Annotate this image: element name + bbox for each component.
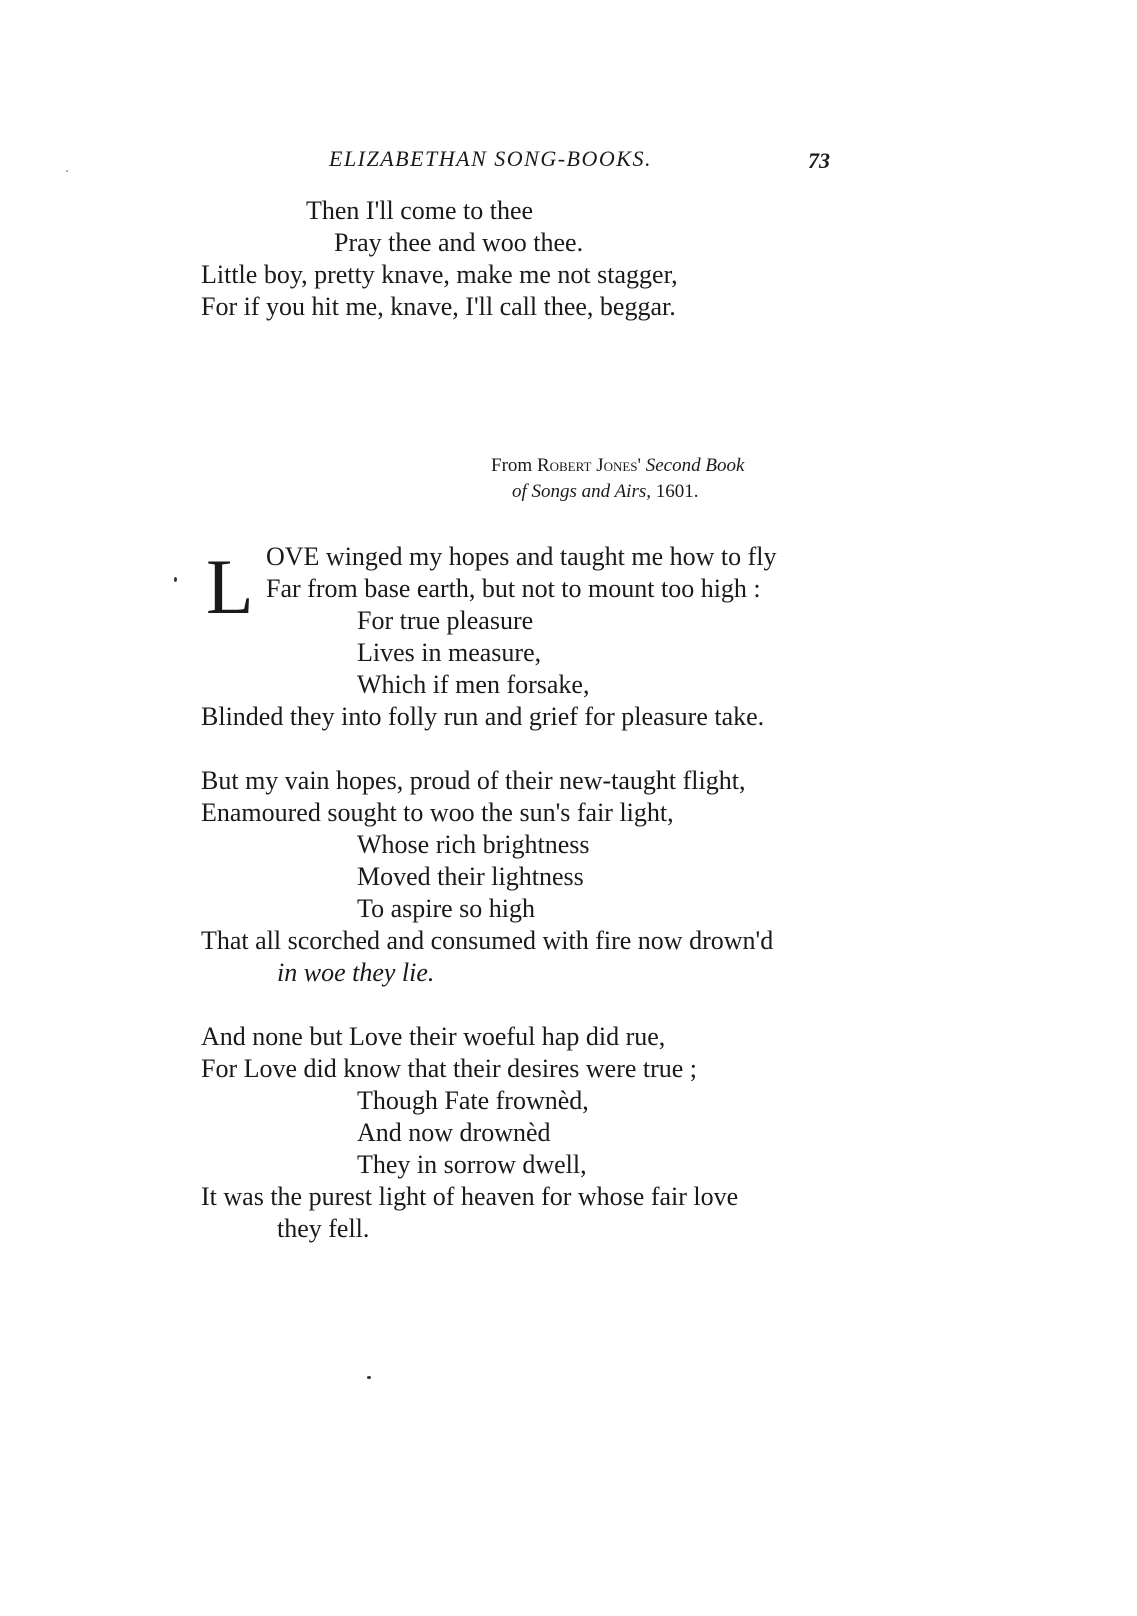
verse-line: Though Fate frownèd, [357,1086,589,1115]
verse-line: They in sorrow dwell, [357,1150,587,1179]
verse-line: For Love did know that their desires were true ; [201,1054,698,1083]
attribution-title: Second Book [645,455,745,476]
verse-line: Enamoured sought to woo the sun's fair light, [201,798,674,827]
verse-line: OVE winged my hopes and taught me how to fly [266,542,777,571]
running-title: ELIZABETHAN SONG-BOOKS. [329,146,652,171]
verse-line: And now drownèd [357,1118,551,1147]
scan-speck [367,1376,371,1379]
attribution-author: Robert Jones' [536,455,641,476]
verse-line: Moved their lightness [357,862,584,891]
verse-line: And none but Love their woeful hap did rue, [201,1022,666,1051]
drop-cap: L [206,543,254,630]
attribution-title-cont: of Songs and Airs, [512,481,652,502]
verse-line: Lives in measure, [357,638,542,667]
verse-line: Then I'll come to thee [306,196,534,225]
scan-speck [174,577,177,582]
verse-line: Whose rich brightness [357,830,590,859]
verse-line: Which if men forsake, [357,670,590,699]
attribution-year: 1601. [655,481,699,502]
attribution-from: From [491,455,533,476]
verse-line: in woe they lie. [277,958,435,987]
verse-line: For true pleasure [357,606,534,635]
scan-speck [66,170,68,172]
verse-line: That all scorched and consumed with fire now drown'd [201,926,774,955]
verse-line: Far from base earth, but not to mount too high : [266,574,761,603]
verse-line: To aspire so high [357,894,535,923]
verse-line: they fell. [277,1214,370,1243]
verse-line: Blinded they into folly run and grief for pleasure take. [201,702,765,731]
attribution-line-1 [491,454,744,478]
verse-line: It was the purest light of heaven for whose fair love [201,1182,739,1211]
attribution-line-2 [512,480,699,504]
verse-line: Pray thee and woo thee. [334,228,584,257]
verse-line: But my vain hopes, proud of their new-taught flight, [201,766,746,795]
verse-line: For if you hit me, knave, I'll call thee, beggar. [201,292,676,321]
verse-line: Little boy, pretty knave, make me not stagger, [201,260,678,289]
page-number: 73 [808,148,830,173]
